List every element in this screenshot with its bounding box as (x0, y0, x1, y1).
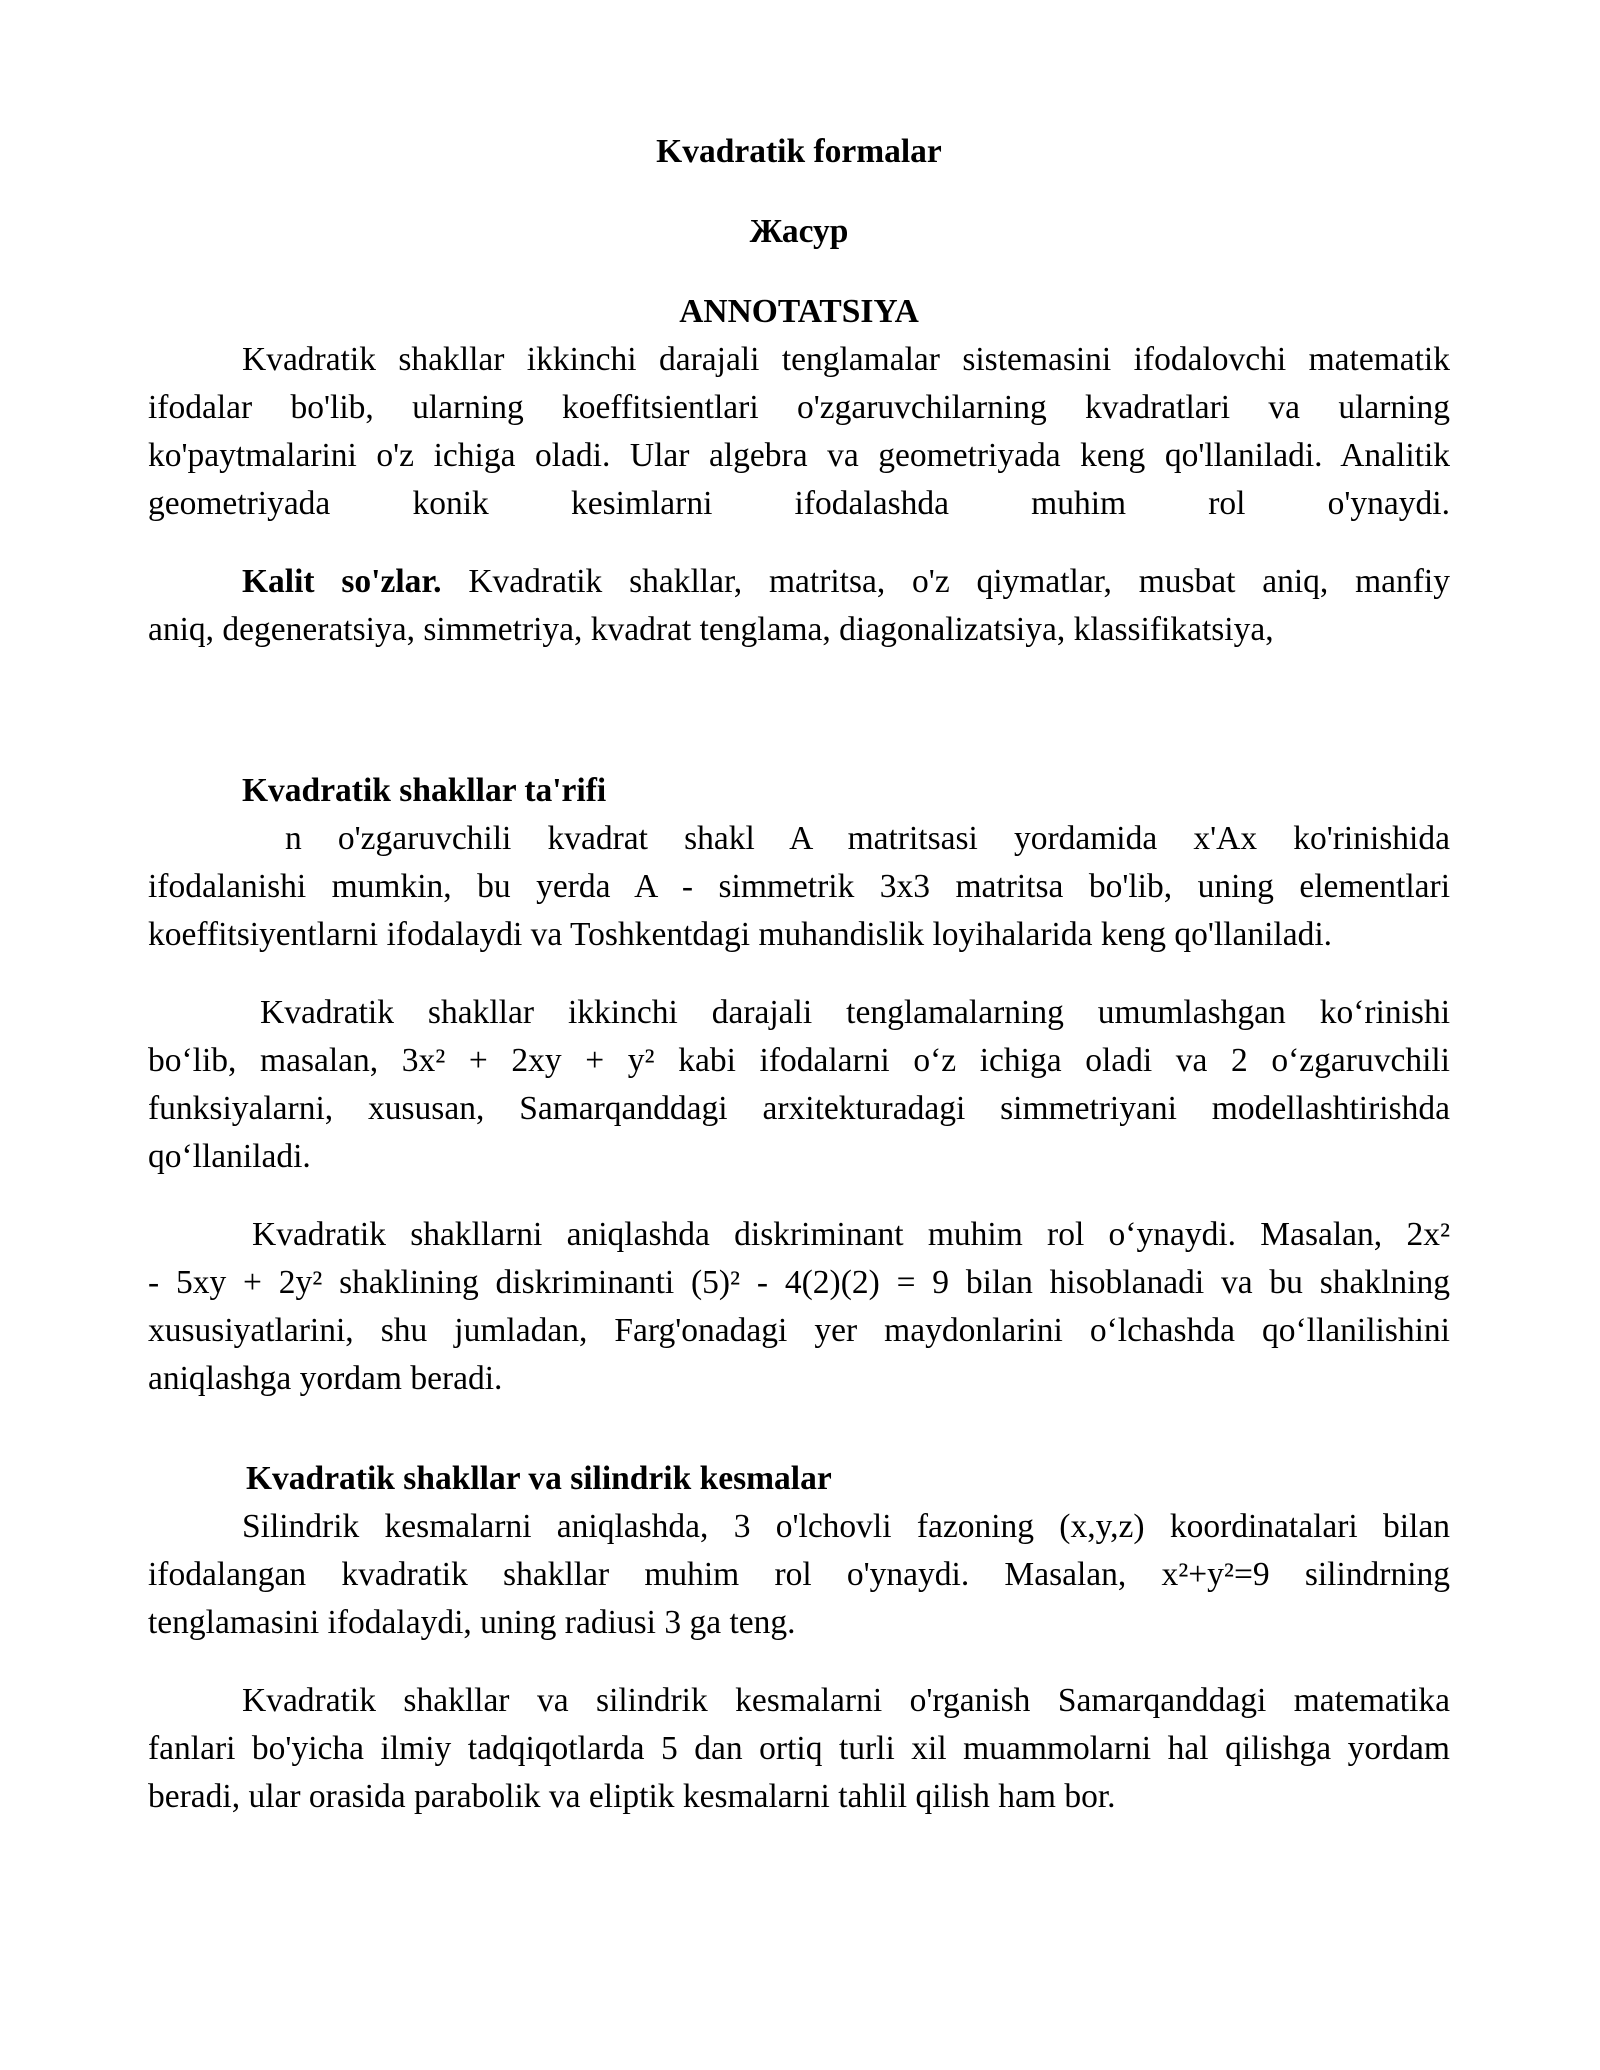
keywords-paragraph (148, 558, 1450, 654)
keywords-line (148, 558, 1450, 606)
paragraph-line: n o'zgaruvchili kvadrat shakl A matritsasi yordamida x'Ax ko'rinishida (285, 820, 1450, 857)
paragraph-line: Silindrik kesmalarni aniqlashda, 3 o'lchovli fazoning (x,y,z) koordinatalari bilan (242, 1508, 1450, 1545)
paragraph-line: xususiyatlarini, shu jumladan, Farg'onadagi yer maydonlarini o‘lchashda qo‘llanilishini (148, 1312, 1450, 1349)
paragraph-line: ifodalangan kvadratik shakllar muhim rol o'ynaydi. Masalan, x²+y²=9 silindrning (148, 1556, 1450, 1593)
paragraph-line: Kvadratik shakllarni aniqlashda diskriminant muhim rol o‘ynaydi. Masalan, 2x² (252, 1216, 1450, 1253)
keywords-label: Kalit so'zlar. (242, 563, 442, 600)
author-name: Жасур (749, 213, 849, 250)
paragraph-line: koeffitsiyentlarni ifodalaydi va Toshkentdagi muhandislik loyihalarida keng qo'llaniladi. (148, 916, 1332, 953)
annotation-line: ifodalar bo'lib, ularning koeffitsientlari o'zgaruvchilarning kvadratlari va ularning (148, 389, 1450, 426)
paragraph-line: qo‘llaniladi. (148, 1138, 311, 1175)
paragraph-line: fanlari bo'yicha ilmiy tadqiqotlarda 5 dan ortiq turli xil muammolarni hal qilishga yordam (148, 1730, 1450, 1767)
paragraph-line: funksiyalarni, xususan, Samarqanddagi arxitekturadagi simmetriyani modellashtirishda (148, 1090, 1450, 1127)
annotation-paragraph (148, 336, 1450, 528)
paragraph-line: Kvadratik shakllar va silindrik kesmalarni o'rganish Samarqanddagi matematika (242, 1682, 1450, 1719)
annotation-line: ko'paytmalarini o'z ichiga oladi. Ular algebra va geometriyada keng qo'llaniladi. Analitik (148, 437, 1450, 474)
paragraph-line: tenglamasini ifodalaydi, uning radiusi 3 ga teng. (148, 1604, 796, 1641)
keywords-text: Kvadratik shakllar, matritsa, o'z qiymatlar, musbat aniq, manfiy (441, 563, 1450, 600)
keywords-line: aniq, degeneratsiya, simmetriya, kvadrat tenglama, diagonalizatsiya, klassifikatsiya, (148, 611, 1274, 648)
section-heading: Kvadratik shakllar va silindrik kesmalar (246, 1460, 832, 1497)
section-paragraph (148, 1677, 1450, 1821)
paragraph-line: aniqlashga yordam beradi. (148, 1360, 503, 1397)
section-paragraph (148, 989, 1450, 1181)
document-title: Kvadratik formalar (656, 133, 942, 170)
section-heading: Kvadratik shakllar ta'rifi (242, 772, 607, 809)
paragraph-line: bo‘lib, masalan, 3x² + 2xy + y² kabi ifodalarni o‘z ichiga oladi va 2 o‘zgaruvchili (148, 1042, 1450, 1079)
section-paragraph (148, 815, 1450, 959)
annotation-line: geometriyada konik kesimlarni ifodalashda muhim rol o'ynaydi. (148, 485, 1450, 522)
section-paragraph (148, 1211, 1450, 1403)
paragraph-line: Kvadratik shakllar ikkinchi darajali tenglamalarning umumlashgan ko‘rinishi (260, 994, 1450, 1031)
section-paragraph (148, 1503, 1450, 1647)
annotation-heading: ANNOTATSIYA (679, 293, 919, 330)
paragraph-line: ifodalanishi mumkin, bu yerda A - simmetrik 3x3 matritsa bo'lib, uning elementlari (148, 868, 1450, 905)
annotation-line: Kvadratik shakllar ikkinchi darajali tenglamalar sistemasini ifodalovchi matematik (242, 341, 1450, 378)
paragraph-line: beradi, ular orasida parabolik va eliptik kesmalarni tahlil qilish ham bor. (148, 1778, 1116, 1815)
paragraph-line: - 5xy + 2y² shaklining diskriminanti (5)² - 4(2)(2) = 9 bilan hisoblanadi va bu shaklning (148, 1264, 1450, 1301)
document-page (148, 128, 1450, 1821)
